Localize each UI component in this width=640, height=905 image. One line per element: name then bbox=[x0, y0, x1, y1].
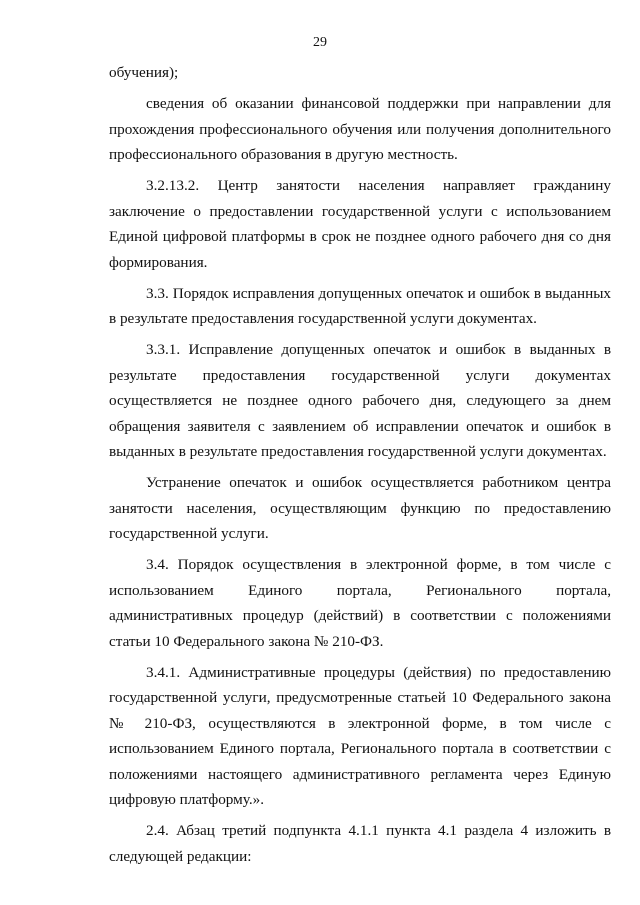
paragraph-3-3-1: 3.3.1. Исправление допущенных опечаток и ошибок в выданных в результате предоставления государственной услуги документах осуществляется не позднее одного рабочего дня, следующего за днем обращения заявителя с заявлением об исправлении опечаток и ошибок в выданных в результате предоставления государственной услуги документах. bbox=[109, 341, 611, 460]
paragraph-error-correction: Устранение опечаток и ошибок осуществляется работником центра занятости населения, осуществляющим функцию по предоставлению государственной услуги. bbox=[109, 474, 611, 542]
body-text bbox=[109, 60, 611, 875]
paragraph-2-4: 2.4. Абзац третий подпункта 4.1.1 пункта 4.1 раздела 4 изложить в следующей редакции: bbox=[109, 822, 611, 865]
paragraph-3-2-13-2: 3.2.13.2. Центр занятости населения направляет гражданину заключение о предоставлении государственной услуги с использованием Единой цифровой платформы в срок не позднее одного рабочего дня со дня формирования. bbox=[109, 177, 611, 271]
paragraph-continuation: обучения); bbox=[109, 64, 179, 81]
page-number: 29 bbox=[313, 35, 327, 50]
paragraph-financial-support: сведения об оказании финансовой поддержки при направлении для прохождения профессионального обучения или получения дополнительного профессионального образования в другую местность. bbox=[109, 95, 611, 163]
paragraph-3-4: 3.4. Порядок осуществления в электронной форме, в том числе с использованием Единого портала, Регионального портала, административных процедур (действий) в соответствии с положениями статьи 10 Федерального закона № 210-ФЗ. bbox=[109, 556, 611, 650]
paragraph-3-4-1: 3.4.1. Административные процедуры (действия) по предоставлению государственной услуги, предусмотренные статьей 10 Федерального закона № 210-ФЗ, осуществляются в электронной форме, в том числе с использованием Единого портала, Регионального портала в соответствии с положениями настоящего административного регламента через Единую цифровую платформу.». bbox=[109, 663, 611, 808]
paragraph-3-3: 3.3. Порядок исправления допущенных опечаток и ошибок в выданных в результате предоставления государственной услуги документах. bbox=[109, 284, 611, 327]
